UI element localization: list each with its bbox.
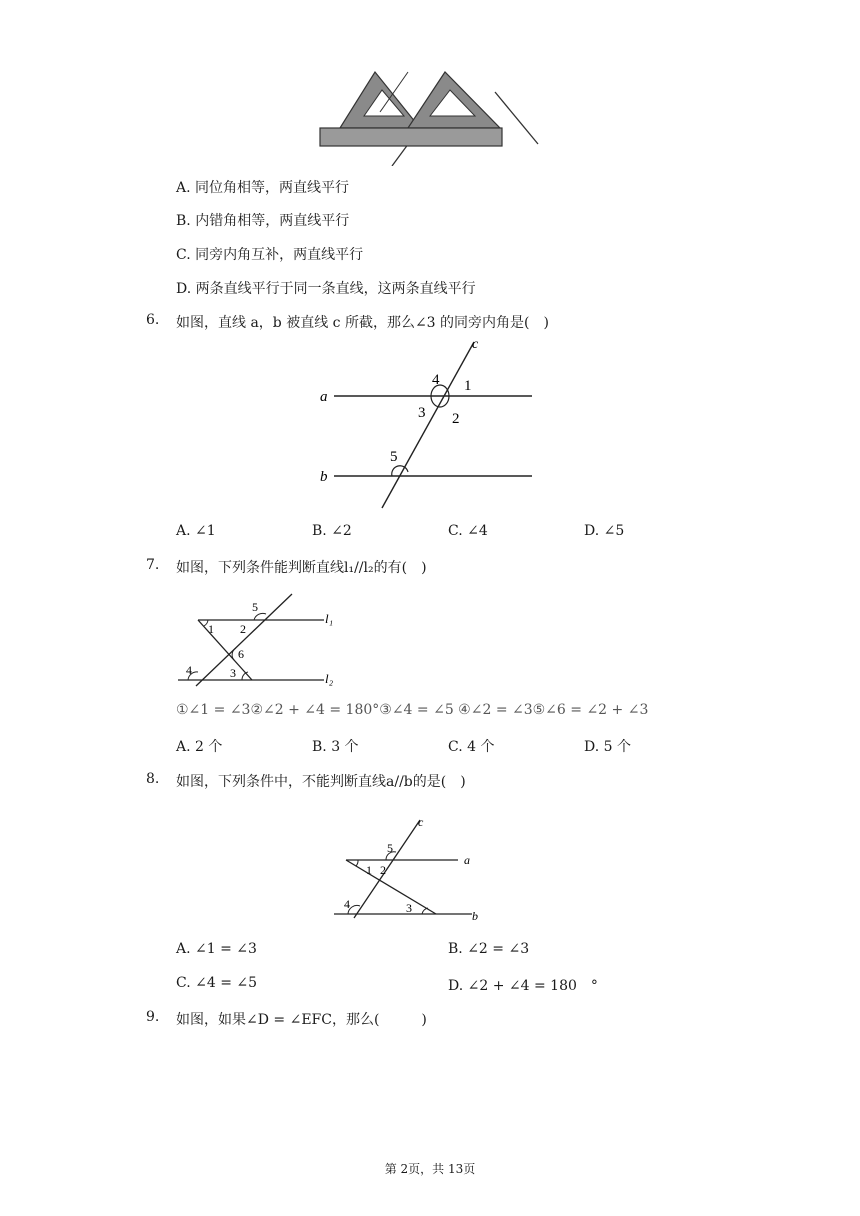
q7-option-d: D. 5 个 <box>584 739 631 755</box>
q7-figure <box>174 592 344 688</box>
q5-option-d: D. 两条直线平行于同一条直线，这两条直线平行 <box>176 281 476 297</box>
q8-angle-3: 3 <box>406 901 412 915</box>
q6-option-d: D. ∠5 <box>584 523 625 539</box>
q5-option-b: B. 内错角相等，两直线平行 <box>176 213 350 229</box>
q8-angle-1: 1 <box>366 863 372 877</box>
q7-stem: 如图，下列条件能判断直线l₁//l₂的有( ) <box>176 560 427 576</box>
q7-label-l2: l₂ <box>325 671 334 686</box>
q8-option-c: C. ∠4 = ∠5 <box>176 975 258 991</box>
q6-label-b: b <box>320 469 328 485</box>
q5-figure-ruler-triangles <box>310 62 550 166</box>
q6-angle-2: 2 <box>452 411 460 427</box>
q8-option-a: A. ∠1 = ∠3 <box>176 941 257 957</box>
q7-angle-3: 3 <box>230 666 236 680</box>
page-footer: 第 2页，共 13页 <box>384 1162 476 1176</box>
q8-stem: 如图，下列条件中，不能判断直线a//b的是( ) <box>176 774 466 790</box>
q5-option-a: A. 同位角相等，两直线平行 <box>176 180 350 196</box>
q7-angle-4: 4 <box>186 663 192 677</box>
q6-angle-5: 5 <box>390 449 398 465</box>
q8-option-b: B. ∠2 = ∠3 <box>448 941 530 957</box>
q8-option-d: D. ∠2 + ∠4 = 180 ° <box>448 978 598 994</box>
q7-conditions: ①∠1 = ∠3②∠2 + ∠4 = 180°③∠4 = ∠5 ④∠2 = ∠3⑤∠6 = ∠2 + ∠3 <box>176 702 649 718</box>
q6-label-c: c <box>472 337 479 352</box>
q6-figure <box>316 336 540 510</box>
q7-angle-6: 6 <box>238 647 244 661</box>
q7-label-l1: l₁ <box>325 611 334 626</box>
q7-angle-2: 2 <box>240 622 246 636</box>
q8-label-a: a <box>464 853 470 867</box>
q7-option-b: B. 3 个 <box>312 739 359 755</box>
q8-angle-2: 2 <box>380 863 386 877</box>
q8-figure <box>330 812 490 924</box>
q9-number: 9. <box>146 1009 160 1025</box>
q7-angle-5: 5 <box>252 600 258 614</box>
q6-angle-1: 1 <box>464 378 472 394</box>
q6-angle-3: 3 <box>418 405 426 421</box>
q7-option-c: C. 4 个 <box>448 739 495 755</box>
q7-number: 7. <box>146 557 160 573</box>
q9-stem: 如图，如果∠D = ∠EFC，那么( ) <box>176 1012 427 1028</box>
q6-option-c: C. ∠4 <box>448 523 488 539</box>
q8-label-c: c <box>418 815 424 829</box>
q6-option-b: B. ∠2 <box>312 523 352 539</box>
q8-number: 8. <box>146 771 160 787</box>
q6-stem: 如图，直线 a，b 被直线 c 所截，那么∠3 的同旁内角是( ) <box>176 315 549 331</box>
q6-option-a: A. ∠1 <box>176 523 216 539</box>
q7-option-a: A. 2 个 <box>176 739 223 755</box>
q6-label-a: a <box>320 389 328 405</box>
q8-angle-5: 5 <box>387 841 393 855</box>
q6-number: 6. <box>146 312 160 328</box>
q7-angle-1: 1 <box>208 622 214 636</box>
q5-option-c: C. 同旁内角互补，两直线平行 <box>176 247 364 263</box>
q8-angle-4: 4 <box>344 897 350 911</box>
q8-label-b: b <box>472 909 478 923</box>
q6-angle-4: 4 <box>432 372 440 388</box>
